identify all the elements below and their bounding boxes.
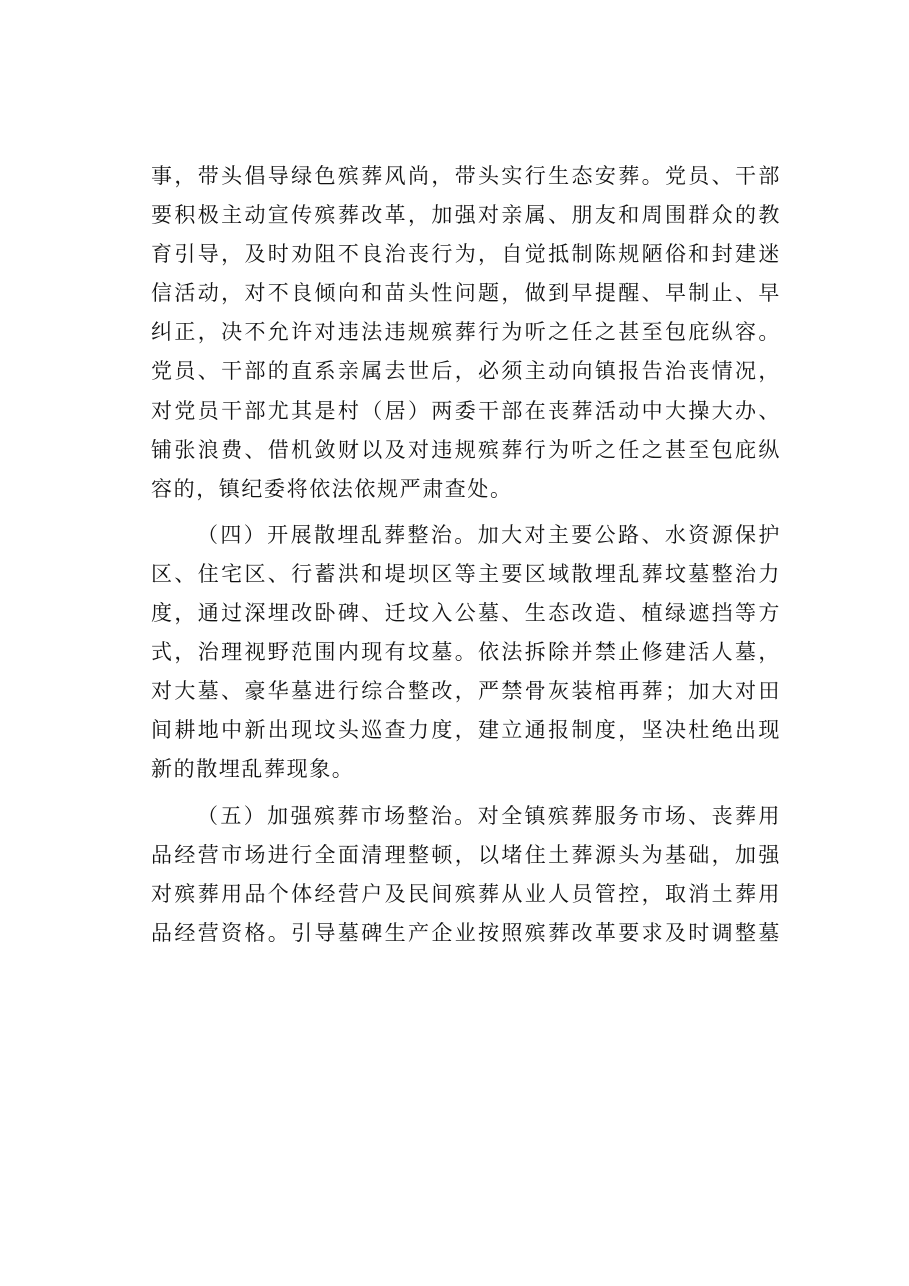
text-line: 要积极主动宣传殡葬改革，加强对亲属、朋友和周围群众的教: [151, 203, 781, 228]
paragraph-1: [151, 157, 781, 509]
text-line: 间耕地中新出现坟头巡查力度，建立通报制度，坚决杜绝出现: [151, 718, 781, 743]
text-line: 容的，镇纪委将依法依规严肃查处。: [151, 476, 513, 501]
paragraph-2-section-4: [151, 516, 781, 790]
text-line: 对殡葬用品个体经营户及民间殡葬从业人员管控，取消土葬用: [151, 881, 781, 906]
text-line: 纠正，决不允许对违法违规殡葬行为听之任之甚至包庇纵容。: [151, 320, 781, 345]
text-line: 对党员干部尤其是村（居）两委干部在丧葬活动中大操大办、: [151, 398, 781, 423]
paragraph-3-section-5: [151, 797, 781, 953]
text-line: 品经营市场进行全面清理整顿，以堵住土葬源头为基础，加强: [151, 842, 781, 867]
document-body: [151, 157, 781, 953]
section-heading-line: （五）加强殡葬市场整治。对全镇殡葬服务市场、丧葬用: [197, 803, 781, 828]
text-line: 育引导，及时劝阻不良治丧行为，自觉抵制陈规陋俗和封建迷: [151, 242, 781, 267]
text-line: 度，通过深埋改卧碑、迁坟入公墓、生态改造、植绿遮挡等方: [151, 601, 781, 626]
text-line: 式，治理视野范围内现有坟墓。依法拆除并禁止修建活人墓，: [151, 640, 781, 665]
text-line: 事，带头倡导绿色殡葬风尚，带头实行生态安葬。党员、干部: [151, 164, 781, 188]
text-line: 信活动，对不良倾向和苗头性问题，做到早提醒、早制止、早: [151, 281, 781, 306]
text-line: 党员、干部的直系亲属去世后，必须主动向镇报告治丧情况，: [151, 359, 781, 384]
text-line: 铺张浪费、借机敛财以及对违规殡葬行为听之任之甚至包庇纵: [151, 437, 781, 462]
section-heading-line: （四）开展散埋乱葬整治。加大对主要公路、水资源保护: [197, 522, 781, 547]
text-line: 区、住宅区、行蓄洪和堤坝区等主要区域散埋乱葬坟墓整治力: [151, 561, 781, 586]
text-line: 新的散埋乱葬现象。: [151, 757, 355, 782]
text-line: 对大墓、豪华墓进行综合整改，严禁骨灰装棺再葬；加大对田: [151, 679, 781, 704]
text-line: 品经营资格。引导墓碑生产企业按照殡葬改革要求及时调整墓: [151, 920, 781, 945]
